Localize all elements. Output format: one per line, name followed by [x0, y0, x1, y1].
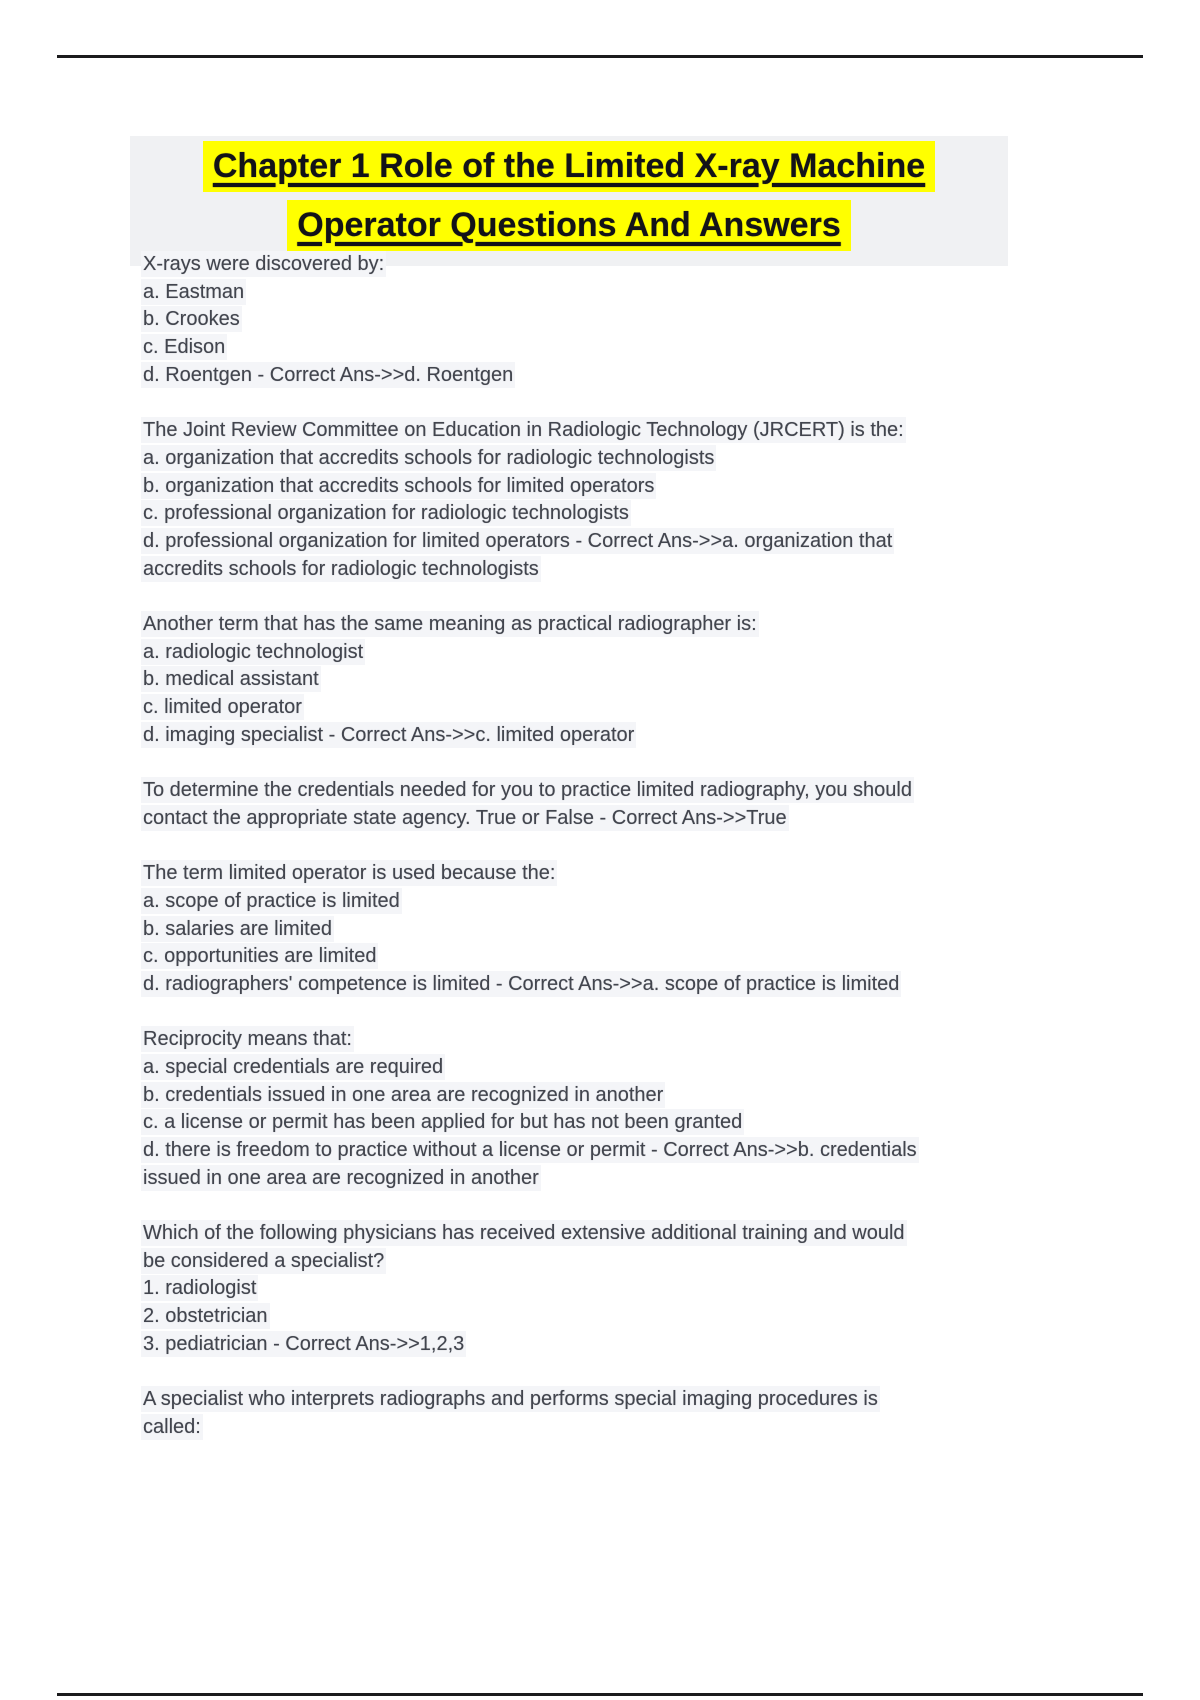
top-rule	[57, 55, 1143, 58]
qa-line-text: c. limited operator	[143, 696, 302, 718]
page-title	[130, 136, 1008, 266]
qa-line-text: a. organization that accredits schools for radiologic technologists	[143, 446, 715, 469]
qa-line-text: c. a license or permit has been applied for but has not been granted	[143, 1111, 743, 1134]
qa-line-text: 1. radiologist	[143, 1277, 257, 1300]
question-list	[143, 251, 1088, 1442]
qa-line-text: c. Edison	[143, 336, 226, 359]
qa-line-text: c. opportunities are limited	[143, 945, 377, 968]
qa-line	[143, 666, 1088, 694]
qa-line	[143, 943, 1088, 971]
qa-line-text: 3. pediatrician - Correct Ans->>1,2,3	[143, 1332, 465, 1355]
qa-line	[143, 1054, 1088, 1082]
qa-line	[143, 1386, 1088, 1414]
qa-paragraph	[143, 1026, 1088, 1192]
qa-line-text: b. credentials issued in one area are recognized in another	[143, 1083, 664, 1106]
qa-line	[143, 777, 1088, 805]
qa-line	[143, 528, 1088, 556]
qa-line-text: Another term that has the same meaning as practical radiographer is:	[143, 612, 757, 635]
qa-line	[143, 473, 1088, 501]
qa-line-text: Which of the following physicians has received extensive additional training and would	[143, 1222, 905, 1245]
qa-line	[143, 556, 1088, 584]
qa-line-text: To determine the credentials needed for you to practice limited radiography, you should	[143, 779, 912, 802]
qa-line-text: 2. obstetrician	[143, 1305, 268, 1328]
qa-line	[143, 1414, 1088, 1442]
qa-line	[143, 694, 1088, 722]
qa-paragraph	[143, 251, 1088, 389]
qa-line	[143, 334, 1088, 362]
page-title-highlight-1: Chapter 1 Role of the Limited X-ray Machine	[203, 141, 935, 192]
qa-line	[143, 805, 1088, 833]
qa-line-text: c. professional organization for radiologic technologists	[143, 502, 629, 525]
qa-line-text: d. there is freedom to practice without a license or permit - Correct Ans->>b. credentials	[143, 1139, 917, 1161]
qa-line-text: issued in one area are recognized in another	[143, 1166, 539, 1189]
bottom-rule	[57, 1693, 1143, 1696]
qa-line-text: contact the appropriate state agency. True or False - Correct Ans->>True	[143, 806, 787, 829]
qa-line-text: a. radiologic technologist	[143, 640, 364, 663]
qa-line-text: Reciprocity means that:	[143, 1028, 352, 1051]
qa-line	[143, 1275, 1088, 1303]
qa-line	[143, 860, 1088, 888]
qa-line	[143, 1220, 1088, 1248]
qa-line-text: a. scope of practice is limited	[143, 889, 400, 912]
qa-line-text: a. special credentials are required	[143, 1055, 444, 1078]
qa-line	[143, 1109, 1088, 1137]
qa-line	[143, 971, 1088, 999]
qa-line-text: d. professional organization for limited operators - Correct Ans->>a. organization that	[143, 529, 893, 552]
qa-line-text: b. organization that accredits schools for limited operators	[143, 474, 655, 497]
qa-paragraph	[143, 1386, 1088, 1441]
page-title-line-1	[130, 141, 1008, 200]
qa-line-text: d. Roentgen - Correct Ans->>d. Roentgen	[143, 363, 514, 386]
qa-line-text: b. Crookes	[143, 308, 240, 331]
qa-line	[143, 1165, 1088, 1193]
qa-line	[143, 1026, 1088, 1054]
qa-line-text: be considered a specialist?	[143, 1249, 385, 1272]
qa-line	[143, 1082, 1088, 1110]
page-title-highlight-2: Operator Questions And Answers	[287, 200, 850, 251]
qa-line	[143, 611, 1088, 639]
qa-line-text: d. imaging specialist - Correct Ans->>c. limited operator	[143, 723, 635, 746]
qa-line	[143, 362, 1088, 390]
qa-line	[143, 417, 1088, 445]
qa-line	[143, 722, 1088, 750]
qa-line-text: A specialist who interprets radiographs and performs special imaging procedures is	[143, 1388, 878, 1411]
qa-line	[143, 279, 1088, 307]
qa-line	[143, 445, 1088, 473]
qa-line	[143, 916, 1088, 944]
qa-line-text: a. Eastman	[143, 280, 245, 303]
qa-line-text: called:	[143, 1415, 201, 1438]
qa-line-text: The Joint Review Committee on Education in Radiologic Technology (JRCERT) is the:	[143, 419, 904, 442]
qa-line-text: X-rays were discovered by:	[143, 253, 385, 275]
qa-line	[143, 1137, 1088, 1165]
qa-line-text: b. salaries are limited	[143, 917, 332, 940]
qa-line-text: d. radiographers' competence is limited - Correct Ans->>a. scope of practice is limited	[143, 972, 900, 995]
qa-paragraph	[143, 417, 1088, 583]
qa-line-text: The term limited operator is used because the:	[143, 862, 556, 885]
qa-paragraph	[143, 611, 1088, 749]
qa-line	[143, 888, 1088, 916]
qa-paragraph	[143, 1220, 1088, 1358]
qa-line	[143, 251, 1088, 279]
qa-paragraph	[143, 860, 1088, 998]
qa-line	[143, 306, 1088, 334]
qa-line	[143, 639, 1088, 667]
qa-line-text: b. medical assistant	[143, 668, 319, 691]
qa-line	[143, 500, 1088, 528]
qa-line	[143, 1303, 1088, 1331]
qa-paragraph	[143, 777, 1088, 832]
qa-line-text: accredits schools for radiologic technologists	[143, 557, 539, 580]
qa-line	[143, 1248, 1088, 1276]
qa-line	[143, 1331, 1088, 1359]
